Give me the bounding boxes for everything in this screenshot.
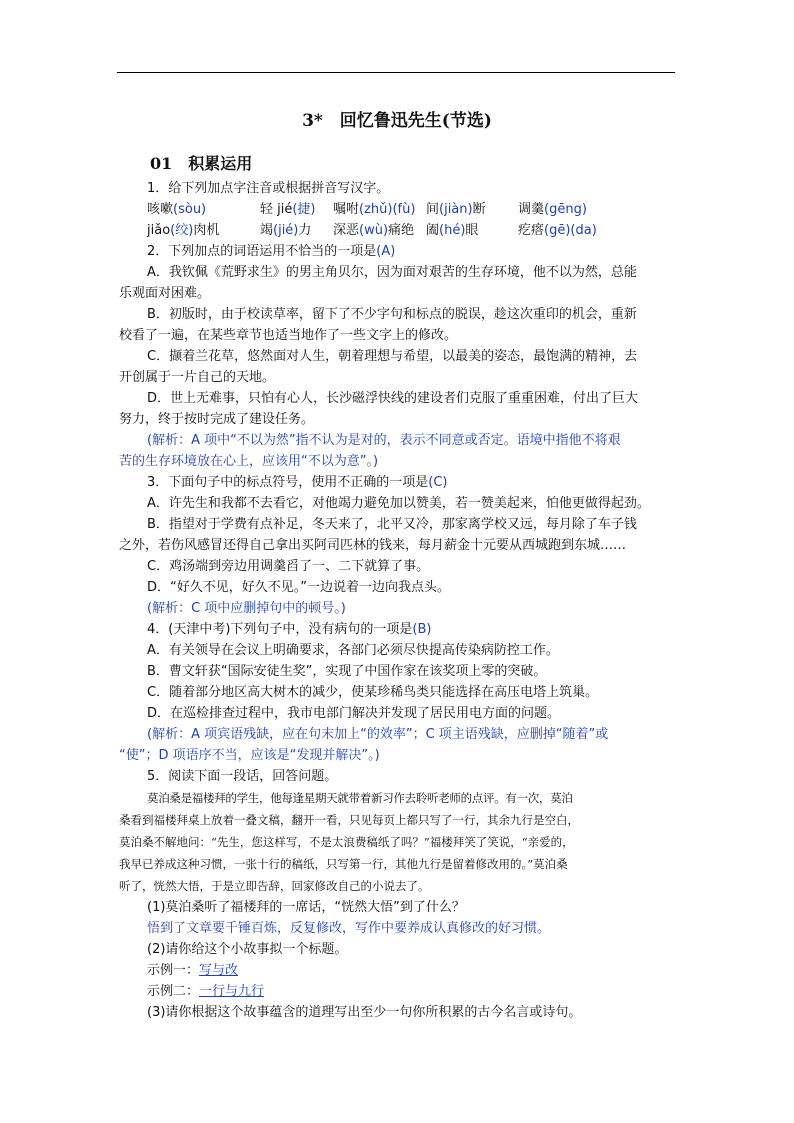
q4-analysis: (解析：A 项宾语残缺，应在句末加上“的效率”；C 项主语残缺，应删掉“随着”或: [147, 727, 609, 742]
q1-row-1: 咳嗽(sòu) 轻 jié(捷) 嘱咐(zhǔ)(fù) 间(jiàn)断 调羹(gēng): [147, 202, 587, 217]
q2-option-b: B．初版时，由于校读草率，留下了不少字句和标点的脱误，趁这次重印的机会，重新: [147, 307, 637, 322]
q2-analysis-cont: 苦的生存环境放在心上，应该用“不以为意”。): [119, 454, 379, 469]
q3-analysis: (解析：C 项中应删掉句中的顿号。): [147, 601, 346, 616]
q3-option-d: D．“好久不见，好久不见。”一边说着一边向我点头。: [147, 580, 450, 595]
passage-line: 莫泊桑是福楼拜的学生，他每逢星期天就带着新习作去聆听老师的点评。有一次，莫泊: [147, 791, 573, 805]
passage-line: 我早已养成这种习惯，一张十行的稿纸，只写第一行，其他九行是留着修改用的。”莫泊桑: [119, 857, 568, 871]
q2-option-a-cont: 乐观面对困难。: [119, 286, 211, 301]
q4-option-c: C．随着部分地区高大树木的减少，使某珍稀鸟类只能选择在高压电塔上筑巢。: [147, 685, 599, 700]
q2-option-c: C．撷着兰花草，悠然面对人生，朝着理想与希望，以最美的姿态，最饱满的精神，去: [147, 349, 638, 364]
q5-passage: [119, 787, 679, 897]
q2-stem: 2．下列加点的词语运用不恰当的一项是(A): [147, 244, 396, 259]
header-rule: [117, 72, 675, 73]
q4-stem: 4．(天津中考)下列句子中，没有病句的一项是(B): [147, 622, 432, 637]
q2-option-d: D．世上无难事，只怕有心人，长沙磁浮快线的建设者们克服了重重困难，付出了巨大: [147, 391, 639, 406]
q2-option-a: A．我钦佩《荒野求生》的男主角贝尔，因为面对艰苦的生存环境，他不以为然，总能: [147, 265, 637, 280]
worksheet-content: [119, 178, 679, 1023]
q3-option-c: C．鸡汤端到旁边用调羹舀了一、二下就算了事。: [147, 559, 430, 574]
q2-option-b-cont: 校看了一遍，在某些章节也适当地作了一些文字上的修改。: [119, 328, 458, 343]
passage-line: 桑看到福楼拜桌上放着一叠文稿，翻开一看，只见每页上都只写了一行，其余九行是空白，: [119, 813, 579, 827]
q5-sub1-answer: 悟到了文章要千锤百炼，反复修改，写作中要养成认真修改的好习惯。: [147, 921, 551, 936]
q3-option-b: B．指望对于学费有点补足，冬天来了，北平又冷，那家离学校又远，每月除了车子钱: [147, 517, 637, 532]
q4-analysis-cont: “使”；D 项语序不当，应该是“发现并解决”。): [119, 748, 380, 763]
q4-option-b: B．曹文轩获“国际安徒生奖”，实现了中国作家在该奖项上零的突破。: [147, 664, 547, 679]
q5-example-2: 示例二：一行与九行: [147, 984, 265, 999]
q3-option-b-cont: 之外，若伤风感冒还得自己拿出买阿司匹林的钱来，每月薪金十元要从西城跑到东城……: [119, 538, 627, 553]
page-title: 3* 回忆鲁迅先生(节选): [302, 111, 492, 131]
q3-option-a: A．许先生和我都不去看它，对他竭力避免加以赞美，若一赞美起来，怕他更做得起劲。: [147, 496, 650, 511]
q1-row-2: jiǎo(绞)肉机 竭(jié)力 深恶(wù)痛绝 阖(hé)眼 疙瘩(gē)(da): [147, 223, 597, 238]
q2-analysis: (解析：A 项中“不以为然”指不认为是对的，表示不同意或否定。语境中指他不将艰: [147, 433, 621, 448]
q5-example-1: 示例一：写与改: [147, 963, 239, 978]
q5-stem: 5．阅读下面一段话，回答问题。: [147, 769, 338, 784]
q4-option-d: D．在巡检排查过程中，我市电部门解决并发现了居民用电方面的问题。: [147, 706, 561, 721]
section-heading: 01 积累运用: [150, 154, 253, 173]
q3-stem: 3．下面句子中的标点符号，使用不正确的一项是(C): [147, 475, 448, 490]
q2-option-d-cont: 努力，终于按时完成了建设任务。: [119, 412, 315, 427]
passage-line: 听了，恍然大悟，于是立即告辞，回家修改自己的小说去了。: [119, 879, 430, 893]
q5-sub2: (2)请你给这个小故事拟一个标题。: [147, 942, 348, 957]
q4-option-a: A．有关领导在会议上明确要求，各部门必须尽快提高传染病防控工作。: [147, 643, 559, 658]
q1-stem: 1．给下列加点字注音或根据拼音写汉字。: [147, 181, 390, 196]
passage-line: 莫泊桑不解地问：“先生，您这样写，不是太浪费稿纸了吗？”福楼拜笑了笑说，“亲爱的，: [119, 835, 574, 849]
q2-option-c-cont: 开创属于一片自己的天地。: [119, 370, 276, 385]
q5-sub3: (3)请你根据这个故事蕴含的道理写出至少一句你所积累的古今名言或诗句。: [147, 1005, 582, 1020]
q5-sub1: (1)莫泊桑听了福楼拜的一席话，“恍然大悟”到了什么？: [147, 900, 465, 915]
